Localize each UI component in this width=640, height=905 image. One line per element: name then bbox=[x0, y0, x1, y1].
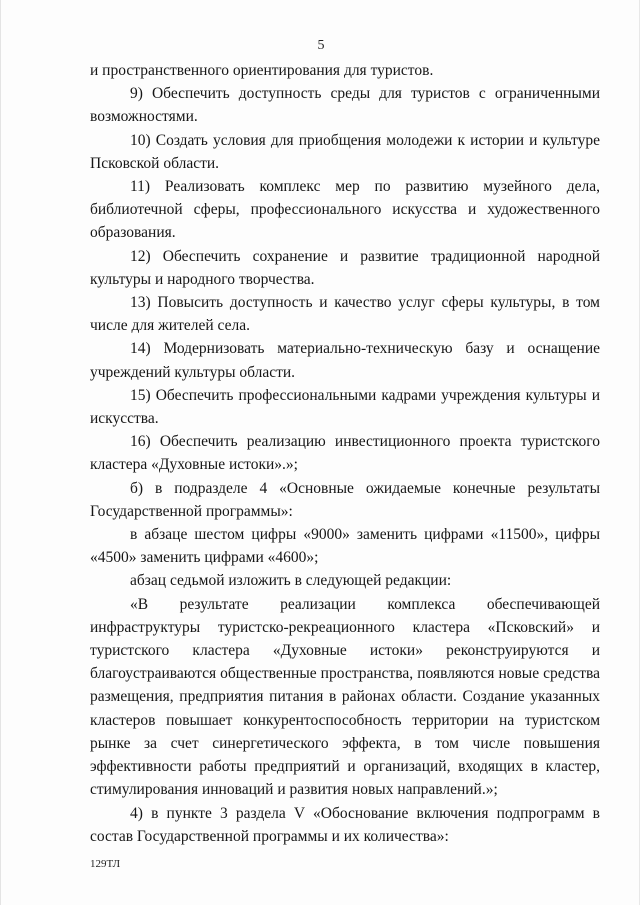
document-code: 129ТЛ bbox=[90, 858, 121, 870]
paragraph: 11) Реализовать комплекс мер по развитию музейного дела, библиотечной сферы, профессионального искусства и художественного образования. bbox=[90, 178, 600, 242]
paragraph: 13) Повысить доступность и качество услуг сферы культуры, в том числе для жителей села. bbox=[90, 294, 600, 335]
paragraph: 16) Обеспечить реализацию инвестиционного проекта туристского кластера «Духовные истоки».»; bbox=[90, 433, 600, 474]
paragraph: и пространственного ориентирования для туристов. bbox=[90, 62, 434, 79]
paragraph: 9) Обеспечить доступность среды для туристов с ограниченными возможностями. bbox=[90, 85, 600, 126]
page-number: 5 bbox=[317, 38, 325, 53]
paragraph: б) в подразделе 4 «Основные ожидаемые конечные результаты Государственной программы»: bbox=[90, 479, 600, 520]
paragraph: в абзаце шестом цифры «9000» заменить цифрами «11500», цифры «4500» заменить цифрами «4600»; bbox=[90, 526, 600, 567]
paragraph: 10) Создать условия для приобщения молодежи к истории и культуре Псковской области. bbox=[90, 131, 600, 172]
paragraph: «В результате реализации комплекса обеспечивающей инфраструктуры туристско-рекреационного кластера «Псковский» и туристского кластера «Духовные истоки» реконструируются и благоустраиваются общественные пространства, появляются новые средства размещения, предприятия питания в районах области. Создание указанных кластеров повышает конкурентоспособность территории на туристском рынке за счет синергетического эффекта, в том числе повышения эффективности работы предприятий и организаций, входящих в кластер, стимулирования инноваций и развития новых направлений.»; bbox=[90, 595, 600, 799]
paragraph: 12) Обеспечить сохранение и развитие традиционной народной культуры и народного творчества. bbox=[90, 247, 600, 288]
paragraph: 15) Обеспечить профессиональными кадрами учреждения культуры и искусства. bbox=[90, 386, 600, 428]
paragraph: абзац седьмой изложить в следующей редакции: bbox=[130, 572, 452, 590]
paragraph: 14) Модернизовать материально-техническую базу и оснащение учреждений культуры области. bbox=[90, 340, 600, 381]
document-body bbox=[90, 59, 600, 848]
paragraph: 4) в пункте 3 раздела V «Обоснование включения подпрограмм в состав Государственной программы и их количества»: bbox=[90, 804, 600, 845]
